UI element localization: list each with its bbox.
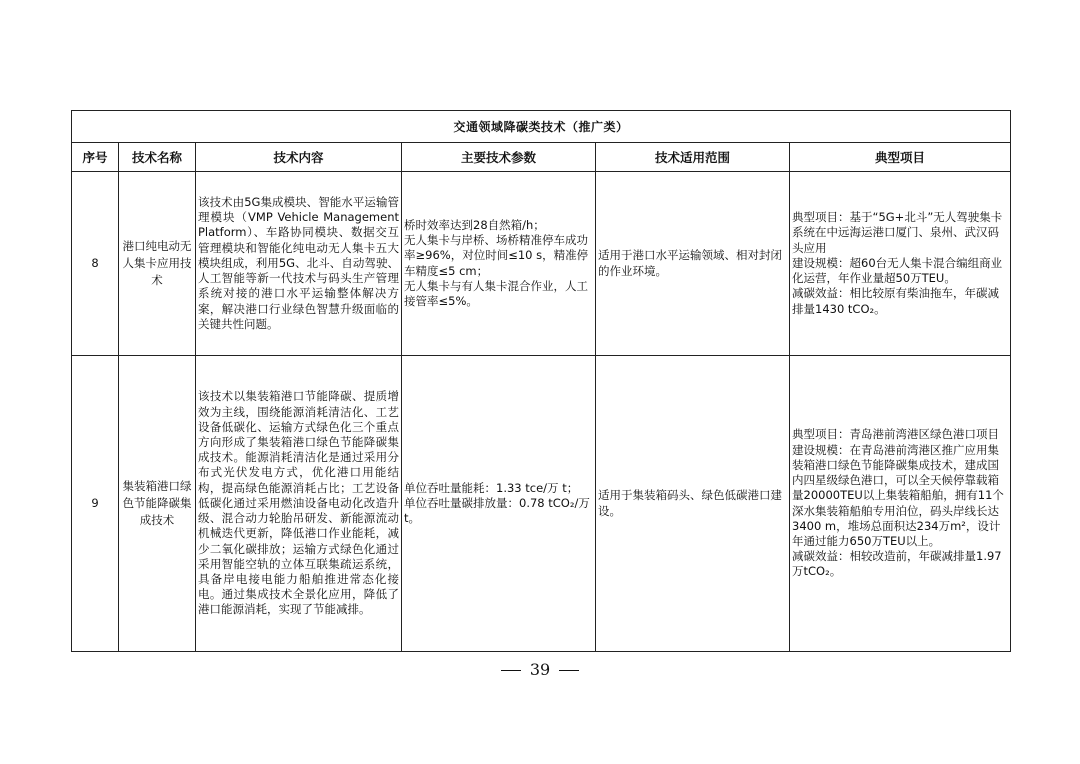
row-number: 8: [72, 172, 119, 356]
page-footer: [0, 660, 1080, 679]
table-title: 交通领域降碳类技术（推广类）: [72, 111, 1011, 143]
table-row: [72, 356, 1011, 652]
tech-content: 该技术由5G集成模块、智能水平运输管理模块（VMP Vehicle Management Platform）、车路协同模块、数据交互管理模块和智能化纯电动无人集卡五大模块组成，利用5G、北斗、自动驾驶、人工智能等新一代技术与码头生产管理系统对接的港口水平运输整体解决方案，解决港口行业绿色智慧升级面临的关键共性问题。: [196, 172, 402, 356]
project-line: 建设规模：超60台无人集卡混合编组商业化运营，年作业量超50万TEU。: [792, 255, 1003, 286]
param-line: 无人集卡与岸桥、场桥精准停车成功率≥96%，对位时间≤10 s，精准停车精度≤5 cm；: [404, 233, 589, 278]
tech-params: [402, 172, 596, 356]
page-number: 39: [529, 660, 551, 679]
header-tech-content: 技术内容: [196, 143, 402, 172]
param-line: 单位吞吐量能耗：1.33 tce/万 t；: [404, 480, 579, 495]
header-scope: 技术适用范围: [596, 143, 790, 172]
header-main-params: 主要技术参数: [402, 143, 596, 172]
typical-project: [790, 356, 1011, 652]
param-line: 无人集卡与有人集卡混合作业，人工接管率≤5%。: [404, 278, 588, 308]
table-header-row: [72, 143, 1011, 172]
project-line: 减碳效益：相比较原有柴油拖车，年碳减排量1430 tCO₂。: [792, 286, 999, 316]
project-line: 建设规模：在青岛港前湾港区推广应用集装箱港口绿色节能降碳集成技术，建成国内四星级绿色港口，可以全天候停靠载箱量20000TEU以上集装箱船舶，拥有11个深水集装箱船舶专用泊位，码头岸线长达3400 m，堆场总面积达234万m²，设计年通过能力650万TEU以上。: [792, 442, 1004, 548]
tech-content: 该技术以集装箱港口节能降碳、提质增效为主线，围绕能源消耗清洁化、工艺设备低碳化、运输方式绿色化三个重点方向形成了集装箱港口绿色节能降碳集成技术。能源消耗清洁化是通过采用分布式光伏发电方式，优化港口用能结构，提高绿色能源消耗占比；工艺设备低碳化通过采用燃油设备电动化改造升级、混合动力轮胎吊研发、新能源流动机械迭代更新，降低港口作业能耗，减少二氧化碳排放；运输方式绿色化通过采用智能空轨的立体互联集疏运系统，具备岸电接电能力船舶推进常态化接电。通过集成技术全景化应用，降低了港口能源消耗，实现了节能减排。: [196, 356, 402, 652]
header-tech-name: 技术名称: [119, 143, 196, 172]
project-line: 减碳效益：相较改造前，年碳减排量1.97万tCO₂。: [792, 549, 1002, 579]
header-typical-project: 典型项目: [790, 143, 1011, 172]
tech-scope: 适用于集装箱码头、绿色低碳港口建设。: [596, 356, 790, 652]
param-line: 桥时效率达到28自然箱/h；: [404, 217, 545, 232]
header-number: 序号: [72, 143, 119, 172]
table-title-row: [72, 111, 1011, 143]
project-line: 典型项目：基于“5G+北斗”无人驾驶集卡系统在中远海运港口厦门、泉州、武汉码头应用: [792, 210, 1003, 255]
tech-name: 港口纯电动无人集卡应用技术: [119, 172, 196, 356]
row-number: 9: [72, 356, 119, 652]
project-line: 典型项目：青岛港前湾港区绿色港口项目: [792, 427, 999, 442]
footer-dash-left: [501, 670, 521, 671]
tech-params: [402, 356, 596, 652]
typical-project: [790, 172, 1011, 356]
table-row: [72, 172, 1011, 356]
param-line: 单位吞吐量碳排放量：0.78 tCO₂/万 t。: [404, 495, 590, 526]
tech-scope: 适用于港口水平运输领域、相对封闭的作业环境。: [596, 172, 790, 356]
tech-name: 集装箱港口绿色节能降碳集成技术: [119, 356, 196, 652]
technology-table: [71, 110, 1011, 652]
footer-dash-right: [559, 670, 579, 671]
